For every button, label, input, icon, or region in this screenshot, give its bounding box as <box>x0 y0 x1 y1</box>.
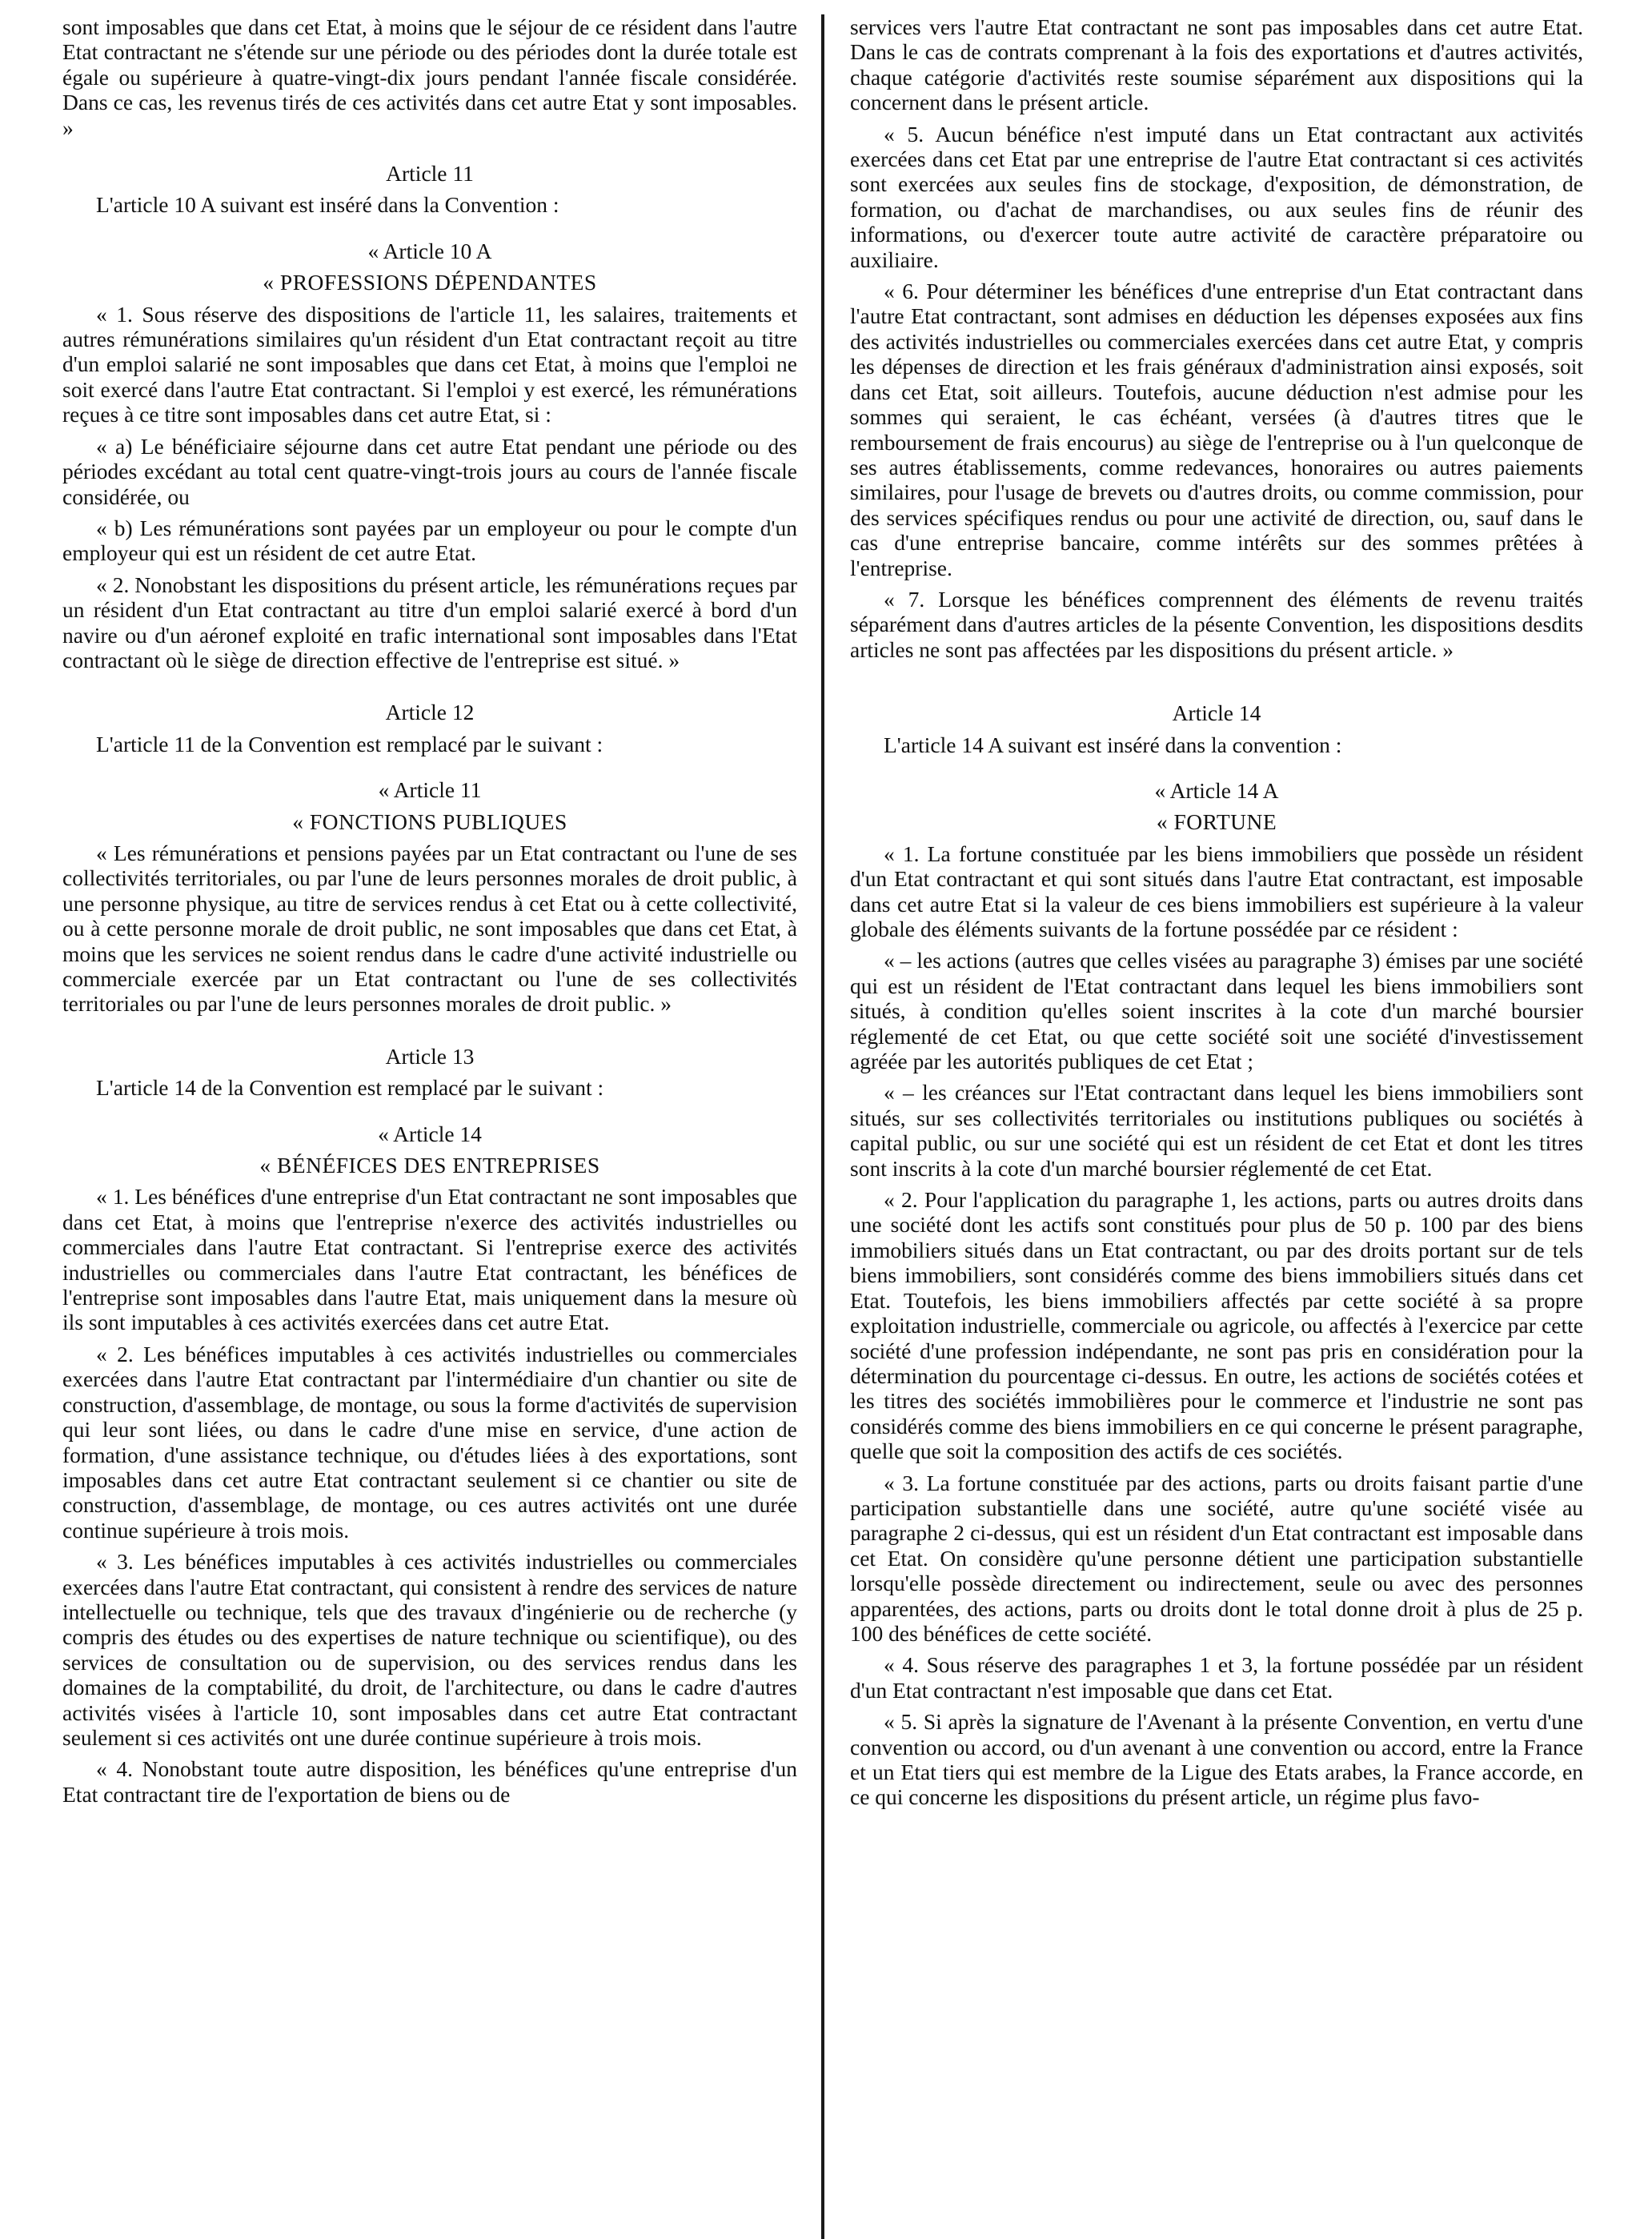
inserted-article-title: « Article 14 <box>378 1121 482 1146</box>
paragraph: « Les rémunérations et pensions payées par un Etat contractant ou l'une de ses collectivités territoriales, ou par l'une de leurs personnes morales de droit public, à une personne physique, au titre de services rendus à cet Etat ou à cette collectivité, ou à cette personne morale de droit public, ne sont imposables que dans cet Etat, à moins que les services ne soient rendus dans le cadre d'une activité industrielle ou commerciale exercée par un Etat contractant ou l'une de ses collectivités territoriales ou par l'une de leurs personnes morales de droit public. » <box>62 840 797 1017</box>
paragraph: « 3. La fortune constituée par des actions, parts ou droits faisant partie d'une participation substantielle dans une société, autre qu'une société visée au paragraphe 2 ci-dessus, qui est un résident d'un Etat contractant est imposable dans cet Etat. On considère qu'une personne détient une participation substantielle lorsqu'elle possède directement ou indirectement, seule ou avec des personnes apparentées, des actions, parts ou droits dont le total donne droit à plus de 25 p. 100 des bénéfices de cette société. <box>850 1470 1583 1646</box>
paragraph: « b) Les rémunérations sont payées par un employeur ou pour le compte d'un employeur qui est un résident de cet autre Etat. <box>62 515 797 566</box>
paragraph: « – les créances sur l'Etat contractant dans lequel les biens immobiliers sont situés, sur ses collectivités territoriales ou institutions publiques ou sociétés à capital public, ou sur une société qui est un résident de cet Etat et dont les titres sont inscrits à la cote d'un marché boursier réglementé de cet Etat. <box>850 1080 1583 1181</box>
paragraph: « 4. Sous réserve des paragraphes 1 et 3, la fortune possédée par un résident d'un Etat contractant n'est imposable que dans cet Etat. <box>850 1652 1583 1703</box>
section-caption: « PROFESSIONS DÉPENDANTES <box>263 270 597 295</box>
paragraph: « 1. Sous réserve des dispositions de l'article 11, les salaires, traitements et autres rémunérations similaires qu'un résident d'un Etat contractant reçoit au titre d'un emploi salarié ne sont imposables que dans cet Etat, à moins que l'emploi ne soit exercé dans l'autre Etat contractant. Si l'emploi y est exercé, les rémunérations reçues à ce titre sont imposables dans cet autre Etat, si : <box>62 301 797 427</box>
paragraph: « 5. Si après la signature de l'Avenant à la présente Convention, en vertu d'une convention ou accord, ou d'un avenant à une convention ou accord, entre la France et un Etat tiers qui est membre de la Ligue des Etats arabes, la France accorde, en ce qui concerne les dispositions du présent article, un régime plus favo- <box>850 1709 1583 1810</box>
paragraph: « 6. Pour déterminer les bénéfices d'une entreprise d'un Etat contractant dans l'autre Etat contractant, sont admises en déduction les dépenses exposées aux fins des activités industrielles ou commerciales exercées dans cet autre Etat, y compris les dépenses de direction et les frais généraux d'administration ainsi exposés, soit dans cet Etat, soit ailleurs. Toutefois, aucune déduction n'est admise pour les sommes qui seraient, le cas échéant, versées (à d'autres titres que le remboursement de frais encourus) au siège de l'entreprise ou à l'un quelconque de ses autres établissements, comme redevances, honoraires ou autres paiements similaires, pour l'usage de brevets ou d'autres droits, ou comme commission, pour des services spécifiques rendus ou pour une activité de direction, ou, sauf dans le cas d'une entreprise bancaire, comme intérêts sur des sommes prêtées à l'entreprise. <box>850 279 1583 580</box>
inserted-article-title: « Article 10 A <box>367 238 492 263</box>
paragraph: « 7. Lorsque les bénéfices comprennent des éléments de revenu traités séparément dans d'autres articles de la pésente Convention, les dispositions desdits articles ne sont pas affectées par les dispositions du présent article. » <box>850 586 1583 662</box>
section-caption: « BÉNÉFICES DES ENTREPRISES <box>259 1153 600 1178</box>
paragraph: « 1. La fortune constituée par les biens immobiliers que possède un résident d'un Etat contractant et qui sont situés dans l'autre Etat contractant, est imposable dans cet autre Etat si la valeur de ces biens immobiliers est supérieure à la valeur globale des éléments suivants de la fortune possédée par ce résident : <box>850 841 1583 941</box>
article-intro: L'article 14 de la Convention est remplacé par le suivant : <box>96 1075 604 1101</box>
paragraph: « 4. Nonobstant toute autre disposition, les bénéfices qu'une entreprise d'un Etat contractant tire de l'exportation de biens ou de <box>62 1756 797 1807</box>
article-heading: Article 13 <box>385 1043 475 1069</box>
article-intro: L'article 11 de la Convention est remplacé par le suivant : <box>96 731 603 756</box>
article-heading: Article 12 <box>385 700 475 725</box>
left-column <box>62 14 804 2225</box>
paragraph: « 3. Les bénéfices imputables à ces activités industrielles ou commerciales exercées dans l'autre Etat contractant, qui consistent à rendre des services de nature intellectuelle ou technique, tels que des travaux d'ingénierie ou de recherche (y compris des études ou des expertises de nature technique ou scientifique), ou des services de consultation ou de supervision, ou des services rendus dans les domaines de la comptabilité, du droit, de l'architecture, ou dans le cadre d'autres activités visées à l'article 10, sont imposables dans cet autre Etat contractant seulement si ces activités ont une durée continue supérieure à trois mois. <box>62 1549 797 1750</box>
inserted-article-title: « Article 14 A <box>1154 777 1279 803</box>
paragraph: « 5. Aucun bénéfice n'est imputé dans un Etat contractant aux activités exercées dans cet Etat par une entreprise de l'autre Etat contractant si ces activités sont exercées aux seules fins de stockage, d'exposition, de démonstration, de formation, ou d'achat de marchandises, ou aux seules fins de réunir des informations, ou d'exercer toute autre activité de caractère préparatoire ou auxiliaire. <box>850 121 1583 272</box>
article-heading: Article 14 <box>1172 700 1261 726</box>
paragraph: « 2. Nonobstant les dispositions du présent article, les rémunérations reçues par un résident d'un Etat contractant au titre d'un emploi salarié exercé à bord d'un navire ou d'un aéronef exploité en trafic international sont imposables dans l'Etat contractant où le siège de direction effective de l'entreprise est situé. » <box>62 572 797 672</box>
article-heading: Article 11 <box>386 161 474 187</box>
paragraph: « 2. Pour l'application du paragraphe 1, les actions, parts ou autres droits dans une société dont les actifs sont constitués pour plus de 50 p. 100 par des biens immobiliers situés dans un Etat contractant, ou par des droits portant sur de tels biens immobiliers, sont considérés comme des biens immobiliers situés dans cet Etat. Toutefois, les biens immobiliers affectés par cette société à sa propre exploitation industrielle, commerciale ou agricole, ou affectés à l'exercice par cette société d'une profession indépendante, ne sont pas pris en considération pour la détermination du pourcentage ci-dessus. En outre, les actions de sociétés cotées et les titres des sociétés immobilières pour le commerce et l'industrie ne sont pas considérés comme des biens immobiliers en ce qui concerne le présent paragraphe, quelle que soit la composition des actifs de ces sociétés. <box>850 1187 1583 1464</box>
section-caption: « FORTUNE <box>1156 809 1277 835</box>
article-intro: L'article 10 A suivant est inséré dans la Convention : <box>96 192 559 218</box>
paragraph: services vers l'autre Etat contractant ne sont pas imposables dans cet autre Etat. Dans le cas de contrats comprenant à la fois des exportations et d'autres activités, chaque catégorie d'activités reste soumise séparément aux dispositions qui la concernent dans le présent article. <box>850 14 1583 115</box>
paragraph: « 2. Les bénéfices imputables à ces activités industrielles ou commerciales exercées dans l'autre Etat contractant par l'intermédiaire d'un chantier ou site de construction, d'assemblage, de montage, ou sous la forme d'activités de supervision qui leur sont liées, ou dans le cadre d'une mise en service, d'une action de formation, d'une assistance technique, ou d'études liées à des exportations, sont imposables dans cet autre Etat contractant seulement si ce chantier ou site de construction, d'assemblage, de montage, ou ces autres activités ont une durée continue supérieure à trois mois. <box>62 1341 797 1543</box>
column-divider <box>821 14 824 2239</box>
paragraph: « – les actions (autres que celles visées au paragraphe 3) émises par une société qui est un résident de l'Etat contractant dans lequel les biens immobiliers sont situés, à condition qu'elles soient inscrites à la cote d'un marché boursier réglementé de cet Etat, ou que cette société soit une société d'investissement agréée par les autorités publiques de cet Etat ; <box>850 948 1583 1074</box>
paragraph: « 1. Les bénéfices d'une entreprise d'un Etat contractant ne sont imposables que dans cet Etat, à moins que l'entreprise n'exerce des activités industrielles ou commerciales dans l'autre Etat contractant. Si l'entreprise exerce des activités industrielles ou commerciales dans l'autre Etat contractant, les bénéfices de l'entreprise sont imposables dans l'autre Etat, mais uniquement dans la mesure où ils sont imputables à ces activités exercées dans cet autre Etat. <box>62 1184 797 1335</box>
paragraph: « a) Le bénéficiaire séjourne dans cet autre Etat pendant une période ou des périodes excédant au total cent quatre-vingt-trois jours au cours de l'année fiscale considérée, ou <box>62 433 797 509</box>
inserted-article-title: « Article 11 <box>378 777 482 803</box>
right-column <box>842 14 1583 2225</box>
paragraph: sont imposables que dans cet Etat, à moins que le séjour de ce résident dans l'autre Etat contractant ne s'étende sur une période ou des périodes dont la durée totale est égale ou supérieure à quatre-vingt-dix jours pendant l'année fiscale considérée. Dans ce cas, les revenus tirés de ces activités dans cet autre Etat y sont imposables. » <box>62 14 797 140</box>
article-intro: L'article 14 A suivant est inséré dans la convention : <box>884 732 1342 757</box>
section-caption: « FONCTIONS PUBLIQUES <box>292 809 567 834</box>
